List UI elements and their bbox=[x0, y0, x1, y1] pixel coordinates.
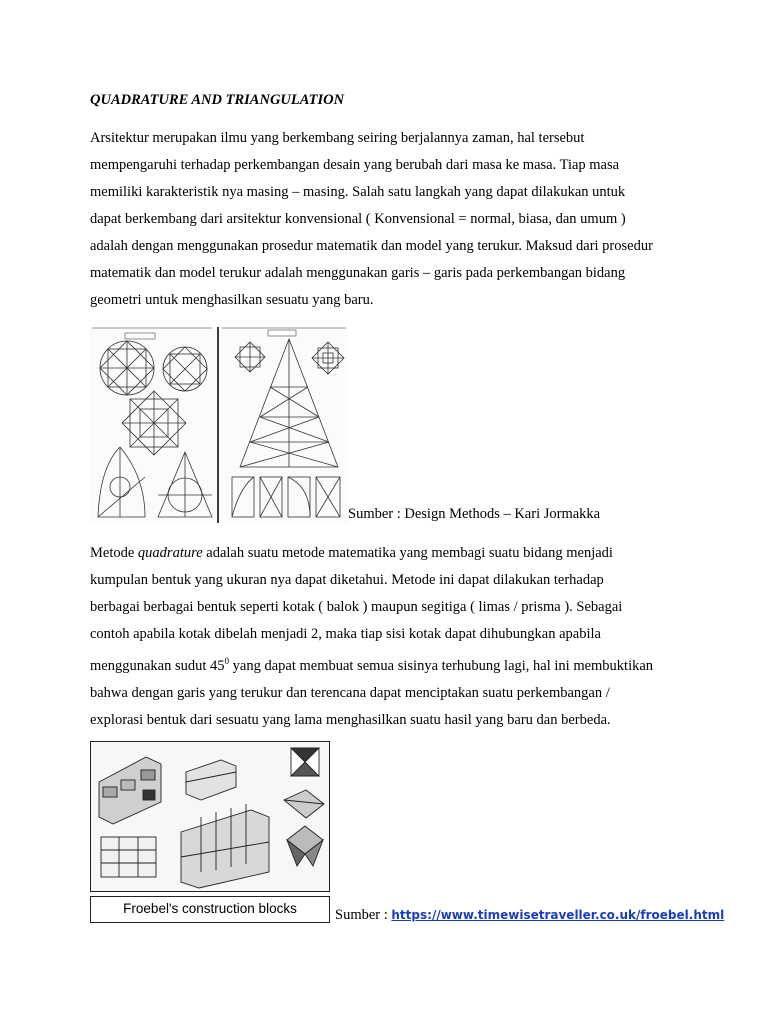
paragraph-1-line: Arsitektur merupakan ilmu yang berkembang seiring berjalannya zaman, hal tersebut bbox=[90, 130, 585, 146]
paragraph-1-line: matematik dan model terukur adalah menggunakan garis – garis pada perkembangan bidang bbox=[90, 265, 626, 281]
figure-2-label: Froebel's construction blocks bbox=[90, 896, 330, 923]
italic-term: quadrature bbox=[137, 545, 203, 561]
paragraph-2-line bbox=[90, 540, 690, 567]
text: yang dapat membuat semua sisinya terhubung lagi, hal ini membuktikan bbox=[229, 657, 654, 674]
froebel-blocks-figure bbox=[90, 741, 330, 892]
paragraph-2-line bbox=[90, 648, 690, 680]
paragraph-2-line: kumpulan bentuk yang ukuran nya dapat diketahui. Metode ini dapat dilakukan terhadap bbox=[90, 572, 604, 588]
quadrature-triangulation-figure bbox=[90, 327, 348, 523]
text: Metode bbox=[90, 545, 138, 561]
document-title: QUADRATURE AND TRIANGULATION bbox=[90, 92, 345, 108]
figure-1-caption: Sumber : Design Methods – Kari Jormakka bbox=[348, 506, 601, 522]
paragraph-2 bbox=[90, 540, 690, 734]
figure-2-source bbox=[335, 907, 724, 924]
paragraph-1-line: dapat berkembang dari arsitektur konvensional ( Konvensional = normal, biasa, dan umum ) bbox=[90, 211, 626, 227]
paragraph-2-line: bahwa dengan garis yang terukur dan terencana dapat menciptakan suatu perkembangan / bbox=[90, 684, 610, 701]
geometry-drawing bbox=[90, 327, 348, 523]
paragraph-1-line: adalah dengan menggunakan prosedur matematik dan model yang terukur. Maksud dari prosedur bbox=[90, 238, 653, 254]
paragraph-1 bbox=[90, 125, 690, 314]
superscript: 0 bbox=[224, 656, 230, 666]
paragraph-2-line: berbagai berbagai bentuk seperti kotak ( balok ) maupun segitiga ( limas / prisma ). Sebagai bbox=[90, 599, 623, 615]
blocks-drawing bbox=[91, 742, 328, 890]
text: menggunakan sudut 45 bbox=[90, 657, 225, 674]
paragraph-1-line: memiliki karakteristik nya masing – masing. Salah satu langkah yang dapat dilakukan untuk bbox=[90, 184, 626, 200]
paragraph-1-line: mempengaruhi terhadap perkembangan desain yang berubah dari masa ke masa. Tiap masa bbox=[90, 157, 620, 173]
text: adalah suatu metode matematika yang membagi suatu bidang menjadi bbox=[202, 545, 613, 561]
source-prefix: Sumber : bbox=[335, 907, 392, 923]
paragraph-2-line: contoh apabila kotak dibelah menjadi 2, maka tiap sisi kotak dapat dihubungkan apabila bbox=[90, 626, 601, 642]
paragraph-1-line: geometri untuk menghasilkan sesuatu yang baru. bbox=[90, 292, 374, 308]
paragraph-2-line: explorasi bentuk dari sesuatu yang lama menghasilkan suatu hasil yang baru dan berbeda. bbox=[90, 711, 611, 728]
source-link[interactable]: https://www.timewisetraveller.co.uk/froebel.html bbox=[391, 908, 725, 922]
